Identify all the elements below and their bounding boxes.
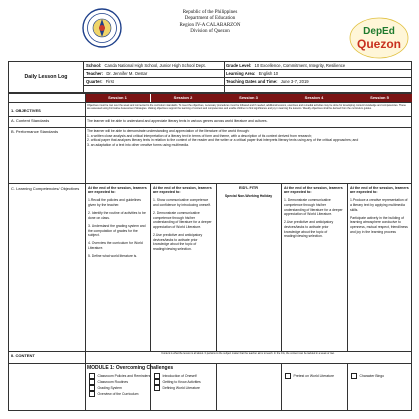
c1-item: 4. Overview the curriculum for World Literature. [88,241,143,250]
c1-item: 5. Define what world literature is. [88,254,138,259]
perf-line-3: 3. an adaptation of a text into other creative forms using multimedia. [87,142,189,147]
deped-seal-icon [82,8,122,48]
row-performance-standards: B. Performance Standards [11,129,59,134]
teacher-label: Teacher: [86,71,104,76]
checklist-item: Introduction of Oneself [154,373,201,379]
deped-quezon-logo [348,16,410,60]
grade-value: 10 Excellence, Commitment, Integrity, Resilience [254,63,346,68]
logo-text-quezon: Quezon [357,37,401,51]
c1-head: At the end of the session, learners are expected to: [88,186,147,195]
session-5-header: Session 5 [370,95,389,100]
header-republic: Republic of the Philippines [182,10,238,15]
session-4-header: Session 4 [304,95,324,100]
c4-item: 2.Use predictive and anticipatory devices/tasks to activate prior knowledge about the topic of reading/viewing selection. [284,220,334,239]
checklist-item: Pretest on World Literature [285,373,334,379]
session-3-header: Session 3 [239,95,258,100]
c1-item: 2. Identify the routine of activities to be done on class. [88,211,146,220]
quarter-value: First [105,79,114,84]
checklist-session-5 [351,373,384,379]
dates-label: Teaching Dates and Time: [226,79,278,84]
checklist-item: Getting to Know Activities [154,379,201,385]
quarter-label: Quarter: [86,79,103,84]
grade-label: Grade Level: [226,63,252,68]
perf-line-1: 1. a written close analysis and critical interpretation of a literary text in terms of form and theme, with a description of its context derived from research; [87,133,313,138]
row-competencies: C. Learning Competencies/ Objectives [11,186,80,191]
checklist-session-2 [154,373,201,391]
content-note: Content is what the lesson is all about. It pertains to the subject matter that the teacher aims to teach. In the CG, the content can be tackled in a week or two. [161,352,335,355]
c5-head: At the end of the session, learners are expected to: [350,186,409,195]
area-value: English 10 [258,71,279,76]
session-1-header: Session 1 [108,95,127,100]
checklist-item: Character Bingo [351,373,384,379]
checklist-item: Grading System [89,385,150,391]
checkbox-icon[interactable] [89,391,95,397]
checklist-item: Classroom Policies and Reminders [89,373,150,379]
row-objectives: 1. OBJECTIVES [11,108,41,113]
content-standards-text: The learner will be able to understand and appreciate literary texts in various genres across world literature and cultures. [87,119,268,123]
perf-line-0: The learner will be able to demonstrate understanding and appreciation of the literature of the world through: [87,129,250,133]
performance-standards-text [87,129,409,147]
objectives-note: Objectives must be met over the week and connected to the curriculum standards. To meet the objectives, necessary procedures must be followed and if needed, additional lessons, exercises and remedial activities may be done for developing content knowledge and competencies. These are assessed using Formative Assessment Strategies. Valuing objectives support the learning of content and competencies and enable children to find significance and joy in learning the lessons. Weekly objectives shall be derived from the curriculum guides. [87,104,406,111]
checklist-session-4 [285,373,334,379]
checklist-item: Overview of the Curriculum [89,391,150,397]
session-2-header: Session 2 [173,95,193,100]
checklist-session-1 [89,373,150,397]
teacher-value: Dr. Jennifer M. Oestar [106,71,148,76]
competencies-session-1 [88,186,148,262]
checklist-item: Classroom Routines [89,379,150,385]
info-block [84,61,412,93]
competencies-session-5 [350,186,410,238]
holiday-title: EID'L FITR [239,186,258,190]
module-title: MODULE 1: Overcoming Challenges [87,365,174,371]
header-division: Division of Quezon [190,29,230,35]
competencies-session-2 [153,186,214,255]
checkbox-icon[interactable] [351,373,357,379]
row-content-standards: A. Content Standards [11,118,50,123]
holiday-subtitle: Special Non-Working Holiday [224,193,273,198]
c1-item: 1.Recall the policies and guidelines given by the teacher. [88,198,141,207]
row-content: II. CONTENT [11,353,35,358]
letterhead [120,10,300,36]
checkbox-icon[interactable] [285,373,291,379]
session-header-row [85,94,412,102]
dates-value: June 3-7, 2019 [280,79,309,84]
competencies-session-4 [284,186,345,242]
logo-text-deped: DepEd [363,26,395,37]
c4-item: 1. Demonstrate communicative competence through his/her understanding of literature for a deeper appreciation of World Literature. [284,198,343,217]
c2-head: At the end of the session, learners are expected to: [153,186,212,195]
competencies-session-3 [218,186,279,198]
school-value: Canda National High School, Junior High School Dept. [104,63,206,68]
school-label: School: [86,63,102,68]
c4-head: At the end of the session, learners are expected to: [284,186,343,195]
lesson-table [8,93,412,411]
header-region: Region IV-A CALABARZON [179,22,241,28]
header-department: Department of Education [184,16,236,22]
c2-item: 2.Use predictive and anticipatory devices/tasks to activate prior knowledge about the topic of reading/viewing selection. [153,233,203,251]
checkbox-icon[interactable] [154,385,160,391]
log-title: Daily Lesson Log [8,61,84,93]
checklist-item: Defining World Literature [154,385,201,391]
perf-line-2: 2. critical paper that analyzes literary texts in relation to the context of the reader and the writer or a critical paper that interprets literary texts using any of the critical approaches; and [87,138,359,143]
c5-item: 1.Produce a creative representation of a literary text by applying multimedia skills. [350,198,408,212]
c2-item: 1. Show communicative competence and confidence by introducing oneself. [153,198,211,207]
area-label: Learning Area: [226,71,256,76]
c1-item: 3. Understand the grading system and the computation of grades for the subject. [88,223,146,238]
c5-item: Participate actively in the building of learning atmosphere conducive to openness, mutual respect, friendliness and joy in the learning process [350,215,408,234]
c2-item: 2. Demonstrate communicative competence through his/her understanding of literature for a deeper appreciation of World Literature. [153,211,212,229]
